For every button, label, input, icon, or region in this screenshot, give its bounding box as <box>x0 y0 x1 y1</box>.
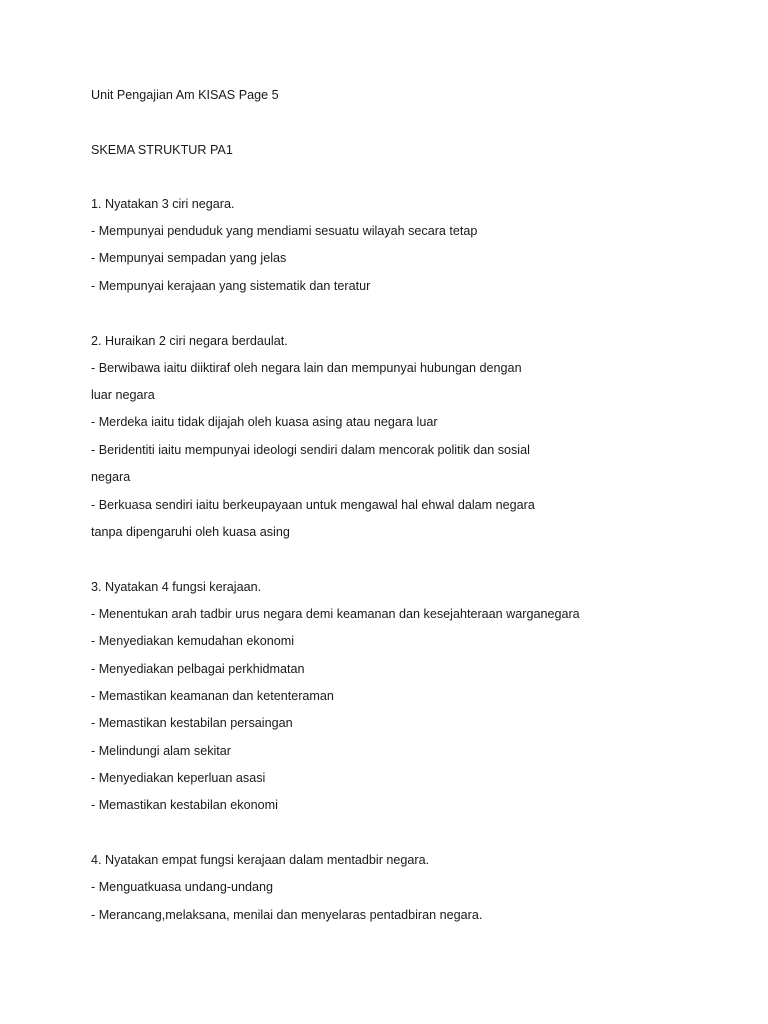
question-1: 1. Nyatakan 3 ciri negara. <box>91 197 235 211</box>
answer-line: - Berkuasa sendiri iaitu berkeupayaan untuk mengawal hal ehwal dalam negara <box>91 498 535 512</box>
answer-line: - Memastikan kestabilan persaingan <box>91 716 293 730</box>
answer-line: - Memastikan keamanan dan ketenteraman <box>91 689 334 703</box>
answer-line: - Menguatkuasa undang-undang <box>91 880 274 894</box>
answer-line: negara <box>91 470 131 484</box>
page-header: Unit Pengajian Am KISAS Page 5 <box>91 88 279 102</box>
answer-line: - Menyediakan pelbagai perkhidmatan <box>91 662 305 676</box>
question-4: 4. Nyatakan empat fungsi kerajaan dalam mentadbir negara. <box>91 853 430 867</box>
answer-line: - Menyediakan keperluan asasi <box>91 771 266 785</box>
answer-line: - Menentukan arah tadbir urus negara demi keamanan dan kesejahteraan warganegara <box>91 607 580 621</box>
answer-line: luar negara <box>91 388 155 402</box>
answer-line: - Berwibawa iaitu diiktiraf oleh negara lain dan mempunyai hubungan dengan <box>91 361 522 375</box>
question-3: 3. Nyatakan 4 fungsi kerajaan. <box>91 580 262 594</box>
answer-line: tanpa dipengaruhi oleh kuasa asing <box>91 525 290 539</box>
answer-line: - Menyediakan kemudahan ekonomi <box>91 634 295 648</box>
document-title: SKEMA STRUKTUR PA1 <box>91 143 233 157</box>
answer-line: - Beridentiti iaitu mempunyai ideologi sendiri dalam mencorak politik dan sosial <box>91 443 530 457</box>
answer-line: - Mempunyai kerajaan yang sistematik dan teratur <box>91 279 371 293</box>
question-2: 2. Huraikan 2 ciri negara berdaulat. <box>91 334 288 348</box>
answer-line: - Mempunyai penduduk yang mendiami sesuatu wilayah secara tetap <box>91 224 478 238</box>
answer-line: - Mempunyai sempadan yang jelas <box>91 251 287 265</box>
answer-line: - Memastikan kestabilan ekonomi <box>91 798 278 812</box>
answer-line: - Melindungi alam sekitar <box>91 744 231 758</box>
answer-line: - Merancang,melaksana, menilai dan menyelaras pentadbiran negara. <box>91 908 483 922</box>
answer-line: - Merdeka iaitu tidak dijajah oleh kuasa asing atau negara luar <box>91 415 438 429</box>
